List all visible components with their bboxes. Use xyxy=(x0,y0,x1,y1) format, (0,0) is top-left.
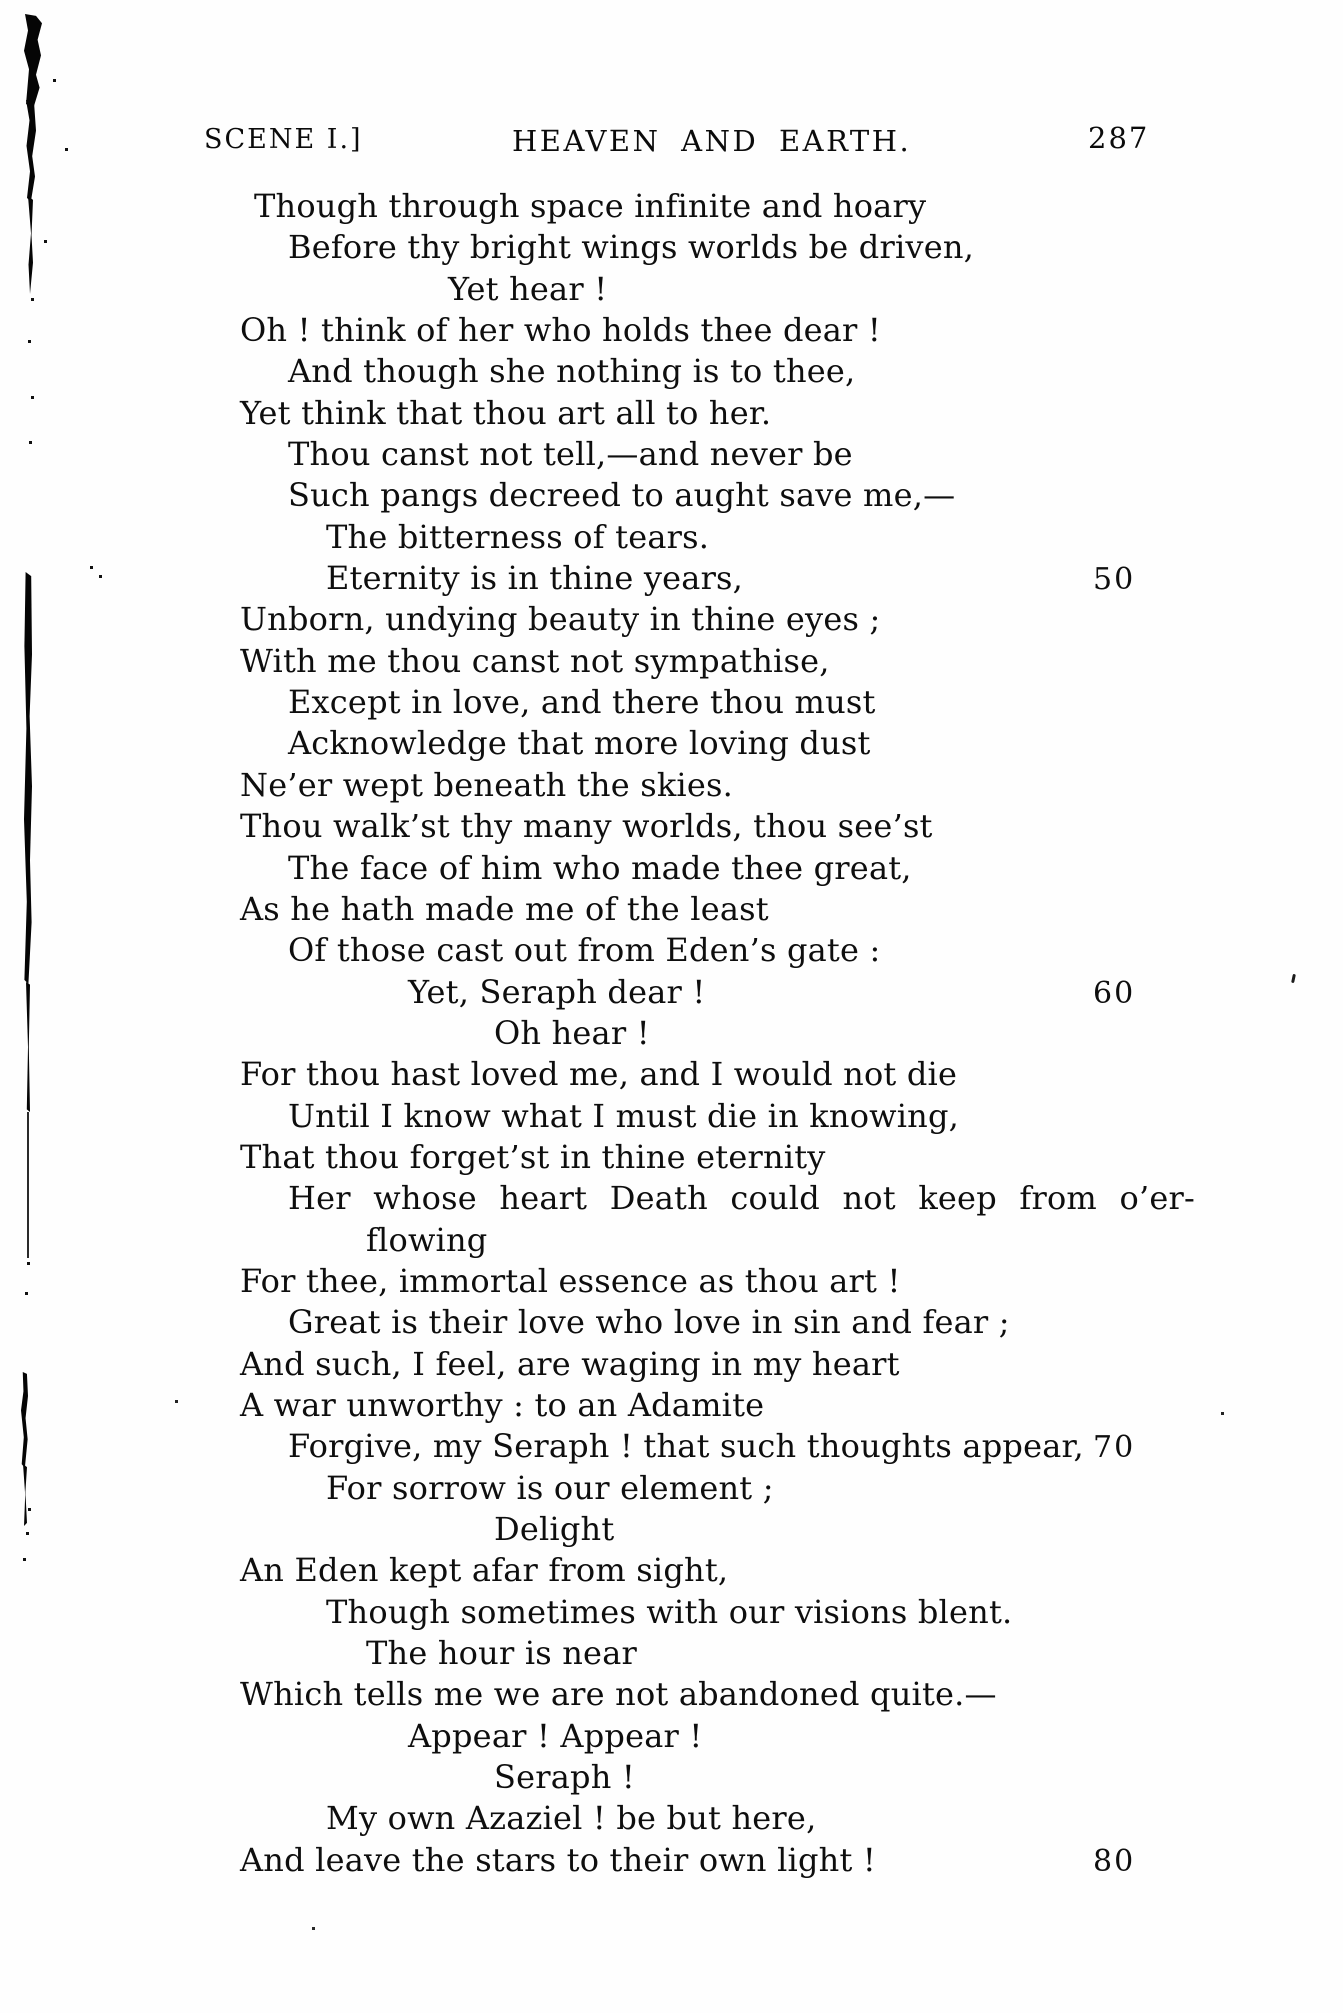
page-number: 287 xyxy=(1088,121,1150,155)
poem-line: Ne’er wept beneath the skies. xyxy=(240,765,734,804)
poem-line: The face of him who made thee great, xyxy=(288,848,912,887)
poem-line: The hour is near xyxy=(366,1634,637,1673)
poem-line: And leave the stars to their own light ! 80 xyxy=(0,1840,1343,1881)
poem-line: My own Azaziel ! be but here, xyxy=(326,1799,817,1838)
poem-line: Her whose heart Death could not keep from o’er- xyxy=(288,1179,1195,1218)
gutter-artifact xyxy=(22,14,42,106)
page-title: HEAVEN AND EARTH. xyxy=(512,124,912,158)
poem-line: Delight xyxy=(494,1510,615,1548)
poem-line: Thou canst not tell,—and never be xyxy=(288,435,853,474)
margin-line-number: 60 xyxy=(1093,975,1136,1011)
gutter-artifact xyxy=(27,1112,29,1258)
poem-line: Unborn, undying beauty in thine eyes ; xyxy=(240,600,881,639)
ink-speckles xyxy=(0,0,3,3)
poem-line: Acknowledge that more loving dust xyxy=(288,724,871,763)
poem-line: Seraph ! xyxy=(494,1758,635,1797)
poem-line: Though sometimes with our visions blent. xyxy=(326,1592,1013,1631)
scene-label: SCENE I.] xyxy=(204,124,363,155)
poem-line: For sorrow is our element ; xyxy=(326,1468,774,1507)
poem-line: flowing xyxy=(366,1220,488,1259)
poem xyxy=(0,186,1343,1881)
poem-line: Oh hear ! xyxy=(494,1013,650,1052)
poem-line: That thou forget’st in thine eternity xyxy=(240,1137,826,1176)
poem-line: The bitterness of tears. xyxy=(326,517,710,556)
margin-line-number: 70 xyxy=(1093,1430,1136,1466)
poem-line: Yet hear ! xyxy=(448,269,608,308)
poem-line: An Eden kept afar from sight, xyxy=(240,1551,729,1590)
poem-line: Though through space infinite and hoary xyxy=(254,187,927,225)
poem-line: And such, I feel, are waging in my heart xyxy=(240,1344,900,1383)
poem-line: A war unworthy : to an Adamite xyxy=(240,1385,765,1424)
margin-line-number: 50 xyxy=(1093,562,1136,598)
poem-line: Great is their love who love in sin and fear ; xyxy=(288,1303,1010,1342)
poem-line: For thou hast loved me, and I would not die xyxy=(240,1055,958,1094)
poem-line: For thee, immortal essence as thou art ! xyxy=(240,1261,901,1300)
poem-line: Until I know what I must die in knowing, xyxy=(288,1096,960,1135)
margin-line-number: 80 xyxy=(1093,1843,1136,1879)
poem-line: And though she nothing is to thee, xyxy=(288,352,856,391)
poem-line: Appear ! Appear ! xyxy=(408,1716,703,1755)
poem-line: As he hath made me of the least xyxy=(240,889,769,928)
poem-line: Oh ! think of her who holds thee dear ! xyxy=(240,311,881,350)
poem-line: Thou walk’st thy many worlds, thou see’st xyxy=(240,807,933,846)
poem-line: With me thou canst not sympathise, xyxy=(240,641,830,680)
poem-line: Yet think that thou art all to her. xyxy=(240,393,772,432)
poem-line: Eternity is in thine years, 50 xyxy=(0,558,1343,599)
poem-line: Of those cast out from Eden’s gate : xyxy=(288,931,881,970)
poem-line: Except in love, and there thou must xyxy=(288,683,876,722)
poem-line: Before thy bright wings worlds be driven, xyxy=(288,228,975,267)
poem-line: Forgive, my Seraph ! that such thoughts appear, 70 xyxy=(0,1426,1343,1467)
poem-line: Such pangs decreed to aught save me,— xyxy=(288,476,956,515)
poem-line: Which tells me we are not abandoned quite.— xyxy=(240,1675,997,1714)
poem-line: Yet, Seraph dear ! 60 xyxy=(0,972,1343,1013)
